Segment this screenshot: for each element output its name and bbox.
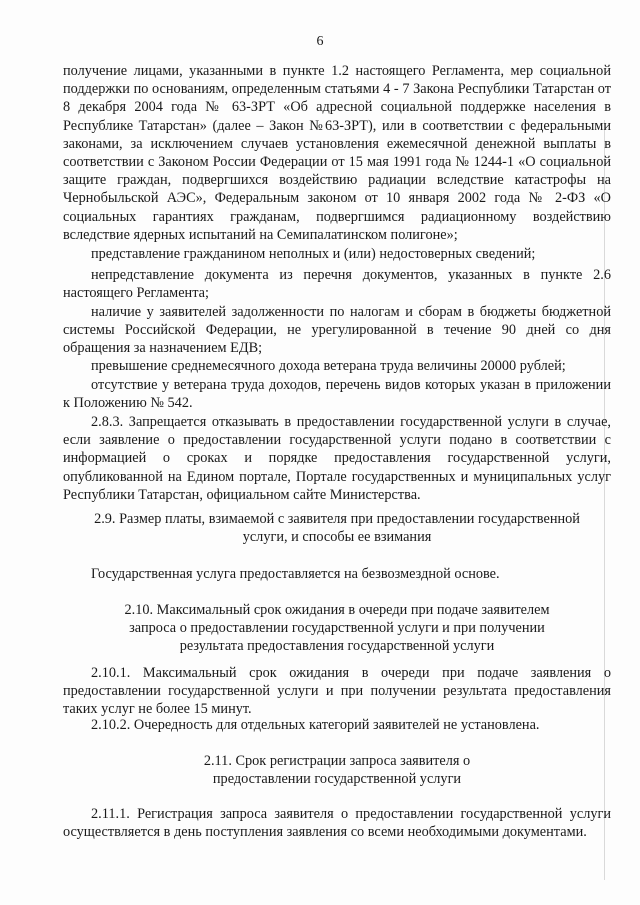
- heading-line: результата предоставления государственной услуги: [179, 638, 495, 655]
- heading-line: 2.9. Размер платы, взимаемой с заявителя при предоставлении государственной: [94, 511, 580, 527]
- heading-line: 2.11. Срок регистрации запроса заявителя о: [203, 753, 471, 769]
- paragraph-tax-debt: наличие у заявителей задолженности по налогам и сборам в бюджеты бюджетной системы Российской Федерации, не урегулированной в течение 90 дней со дня обращения за назначением ЕДВ;: [63, 304, 611, 357]
- heading-line: предоставлении государственной услуги: [212, 771, 462, 788]
- heading-line: услуги, и способы ее взимания: [242, 529, 432, 546]
- paragraph-free-service: Государственная услуга предоставляется на безвозмездной основе.: [91, 566, 500, 582]
- paragraph-2-10-1: 2.10.1. Максимальный срок ожидания в очереди при подаче заявления о предоставлении государственной услуги и при получении результата предоставления таких услуг не более 15 минут.: [63, 665, 611, 718]
- paragraph-income-limit: превышение среднемесячного дохода ветерана труда величины 20000 рублей;: [91, 358, 566, 374]
- paragraph-missing-document: непредставление документа из перечня документов, указанных в пункте 2.6 настоящего Регламента;: [63, 267, 611, 302]
- heading-line: запроса о предоставлении государственной услуги и при получении: [129, 620, 545, 637]
- paragraph-no-income: отсутствие у ветерана труда доходов, перечень видов которых указан в приложении к Положению № 542.: [63, 377, 611, 412]
- paragraph-2-10-2: 2.10.2. Очередность для отдельных категорий заявителей не установлена.: [91, 717, 540, 733]
- paragraph-incomplete-info: представление гражданином неполных и (или) недостоверных сведений;: [91, 246, 536, 262]
- heading-2-9: [63, 510, 611, 546]
- page-number: 6: [316, 34, 324, 49]
- paragraph-grounds-continuation: получение лицами, указанными в пункте 1.2 настоящего Регламента, мер социальной поддержки по основаниям, определенным статьями 4 - 7 Закона Республики Татарстан от 8 декабря 2004 года № 63-ЗРТ «Об адресной социальной поддержке населения в Республике Татарстан» (далее – Закон №63-ЗРТ), или в соответствии с федеральными законами, за исключением случаев установления ежемесячной денежной выплаты в соответствии с Законом России Федерации от 15 мая 1991 года № 1244-1 «О социальной защите граждан, подвергшихся воздействию радиации вследствие катастрофы на Чернобыльской АЭС», Федеральным законом от 10 января 2002 года № 2-ФЗ «О социальных гарантиях гражданам, подвергшимся радиационному воздействию вследствие ядерных испытаний на Семипалатинском полигоне»;: [63, 63, 611, 243]
- heading-2-11: [63, 752, 611, 788]
- paragraph-2-8-3: 2.8.3. Запрещается отказывать в предоставлении государственной услуги в случае, если заявление о предоставлении государственной услуги подано в соответствии с информацией о сроках и порядке предоставления государственной услуги, опубликованной на Едином портале, Портале государственных и муниципальных услуг Республики Татарстан, официальном сайте Министерства.: [63, 414, 611, 503]
- paragraph-2-11-1: 2.11.1. Регистрация запроса заявителя о предоставлении государственной услуги осуществляется в день поступления заявления со всеми необходимыми документами.: [63, 806, 611, 841]
- heading-line: 2.10. Максимальный срок ожидания в очереди при подаче заявителем: [124, 602, 550, 618]
- heading-2-10: [63, 601, 611, 656]
